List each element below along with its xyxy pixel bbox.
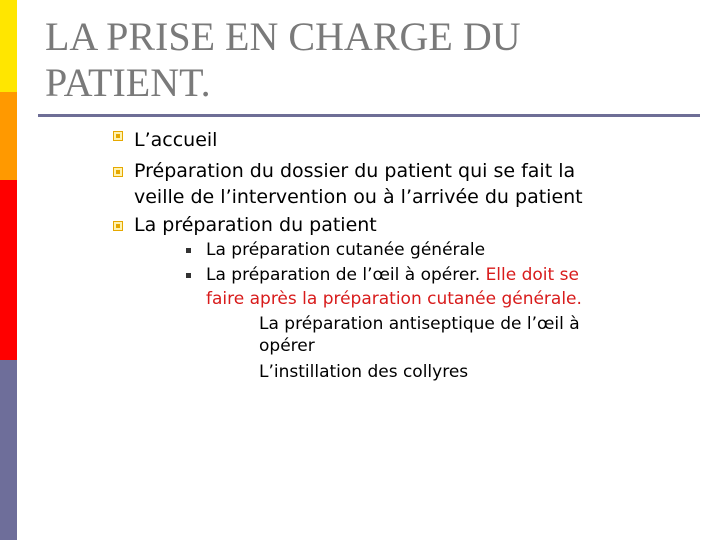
bullet-item-dossier-line2: veille de l’intervention ou à l’arrivée du patient (134, 186, 583, 208)
sidebar-red-segment (0, 180, 17, 270)
detail-antiseptique-line1: La préparation antiseptique de l’œil à (259, 314, 580, 334)
square-bullet-icon (113, 131, 123, 141)
sidebar-purple-segment (0, 360, 17, 540)
sidebar-red-segment-2 (0, 270, 17, 360)
slide-title (45, 14, 685, 106)
title-underline (38, 114, 700, 117)
detail-antiseptique-line2: opérer (259, 336, 315, 356)
sub-bullet-oeil-line2: faire après la préparation cutanée générale. (206, 289, 582, 309)
bullet-item-preparation: La préparation du patient (134, 214, 377, 236)
detail-collyres: L’instillation des collyres (259, 362, 469, 382)
sub-bullet-oeil-red-text: Elle doit se (485, 265, 579, 285)
decorative-sidebar (0, 0, 17, 540)
small-square-bullet-icon (186, 248, 191, 253)
title-line-1: LA PRISE EN CHARGE DU (45, 14, 521, 59)
small-square-bullet-icon (186, 273, 191, 278)
sidebar-orange-segment (0, 92, 17, 180)
bullet-item-dossier-line1: Préparation du dossier du patient qui se fait la (134, 160, 576, 182)
square-bullet-icon (113, 221, 123, 231)
sub-bullet-cutanee: La préparation cutanée générale (206, 240, 486, 260)
square-bullet-icon (113, 167, 123, 177)
title-line-2: PATIENT. (45, 60, 211, 105)
sub-bullet-oeil-line1 (206, 264, 579, 287)
sidebar-yellow-segment (0, 0, 17, 92)
bullet-item-accueil: L’accueil (134, 129, 218, 151)
sub-bullet-oeil-text: La préparation de l’œil à opérer. (206, 265, 481, 285)
